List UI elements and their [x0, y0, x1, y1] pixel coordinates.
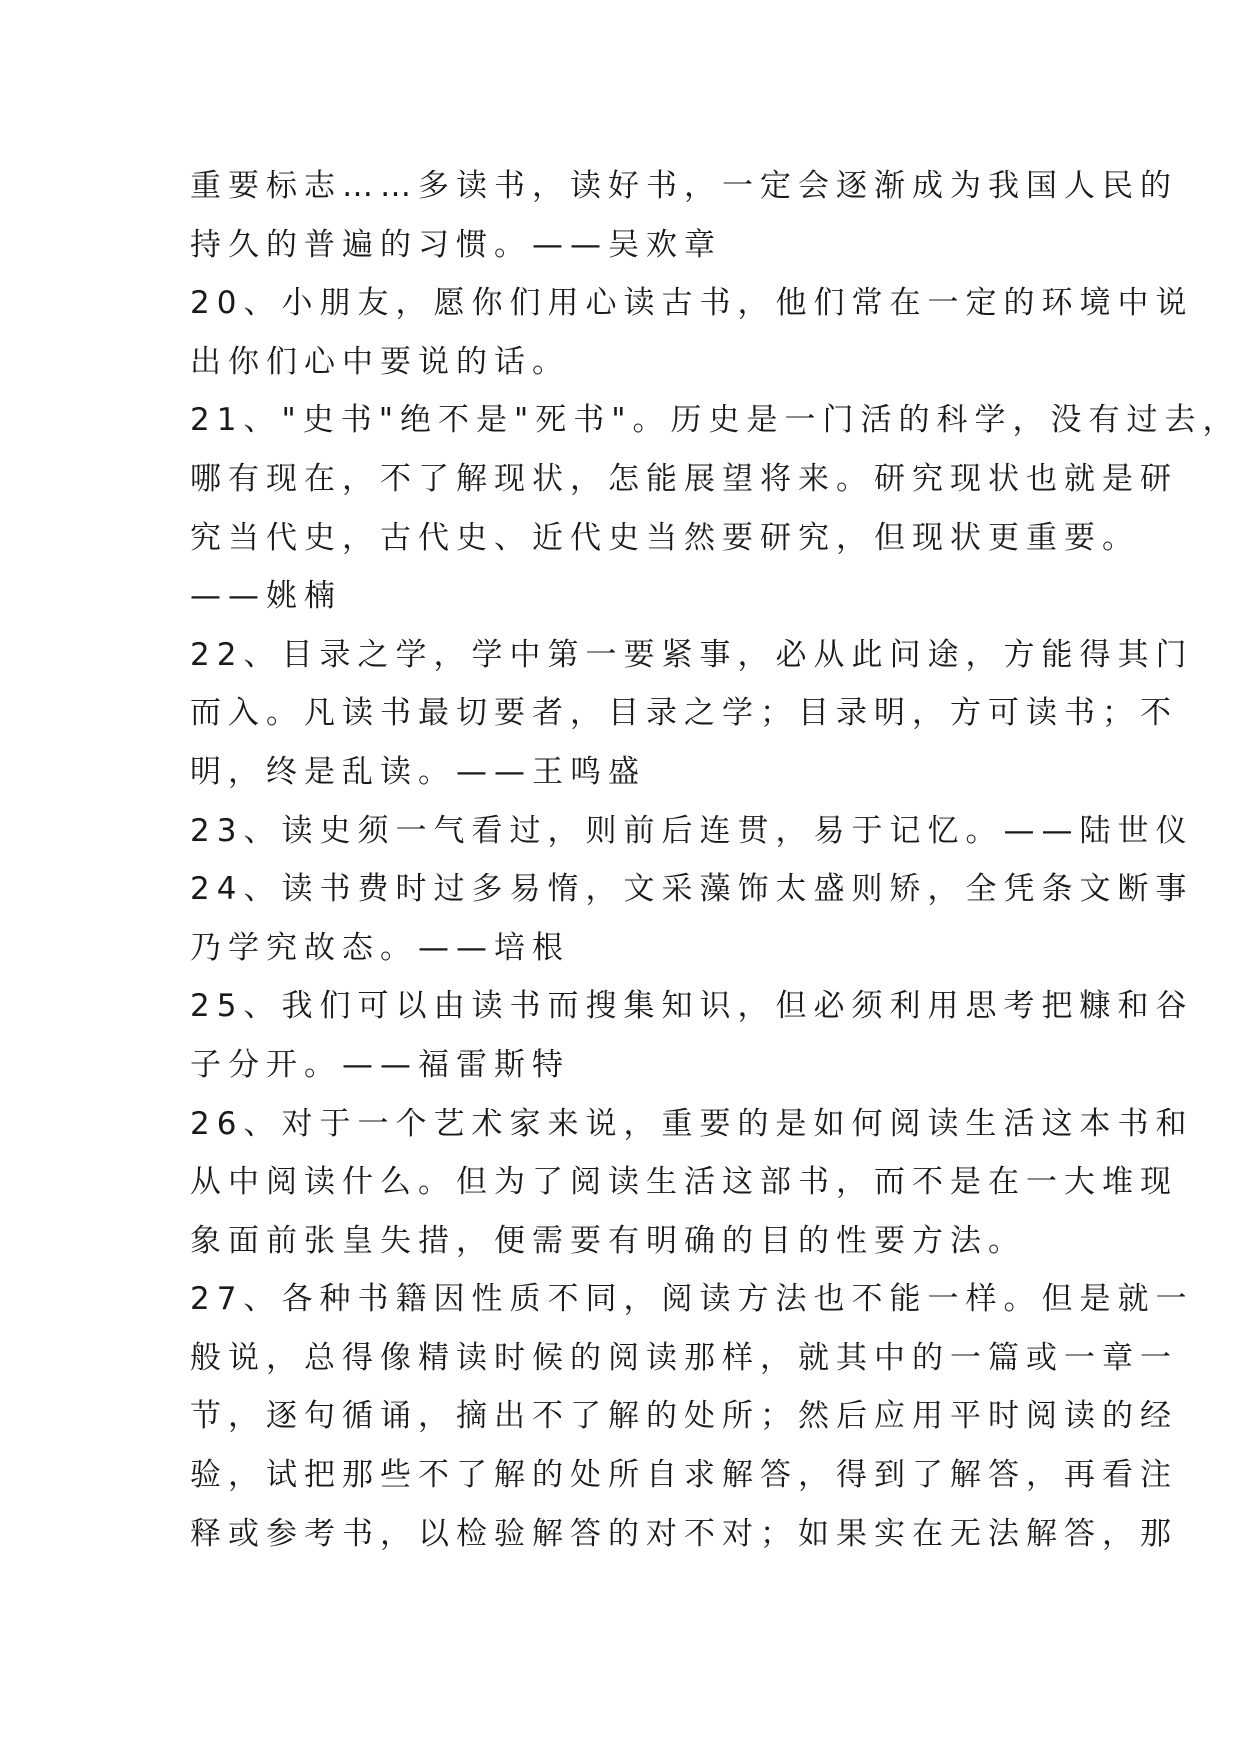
text-line: 从中阅读什么。但为了阅读生活这部书，而不是在一大堆现 — [190, 1164, 1178, 1201]
text-line: 明，终是乱读。——王鸣盛 — [190, 753, 646, 790]
text-line: 乃学究故态。——培根 — [190, 929, 570, 966]
text-line: 26、对于一个艺术家来说，重要的是如何阅读生活这本书和 — [190, 1105, 1194, 1142]
text-line: 持久的普遍的习惯。——吴欢章 — [190, 226, 722, 263]
text-line: 象面前张皇失措，便需要有明确的目的性要方法。 — [190, 1222, 1026, 1259]
text-line: 节，逐句循诵，摘出不了解的处所；然后应用平时阅读的经 — [190, 1398, 1178, 1435]
text-line: 25、我们可以由读书而搜集知识，但必须利用思考把糠和谷 — [190, 988, 1194, 1025]
text-line: 释或参考书，以检验解答的对不对；如果实在无法解答，那 — [190, 1515, 1178, 1552]
text-line: 24、读书费时过多易惰，文采藻饰太盛则矫，全凭条文断事 — [190, 871, 1194, 908]
text-line: 哪有现在，不了解现状，怎能展望将来。研究现状也就是研 — [190, 460, 1178, 497]
text-line: 子分开。——福雷斯特 — [190, 1046, 570, 1083]
text-line: 般说，总得像精读时候的阅读那样，就其中的一篇或一章一 — [190, 1339, 1178, 1376]
text-line: 27、各种书籍因性质不同，阅读方法也不能一样。但是就一 — [190, 1281, 1194, 1318]
text-line: 究当代史，古代史、近代史当然要研究，但现状更重要。 — [190, 519, 1140, 556]
text-line: 出你们心中要说的话。 — [190, 343, 570, 380]
text-line: 重要标志……多读书，读好书，一定会逐渐成为我国人民的 — [190, 168, 1178, 204]
text-line: 而入。凡读书最切要者，目录之学；目录明，方可读书；不 — [190, 695, 1178, 732]
text-line: 验，试把那些不了解的处所自求解答，得到了解答，再看注 — [190, 1457, 1178, 1494]
text-line: ——姚楠 — [190, 578, 342, 615]
text-line: 22、目录之学，学中第一要紧事，必从此问途，方能得其门 — [190, 636, 1194, 673]
text-line: 20、小朋友，愿你们用心读古书，他们常在一定的环境中说 — [190, 285, 1194, 322]
text-line: 21、"史书"绝不是"死书"。历史是一门活的科学，没有过去， — [190, 402, 1241, 439]
document-body — [190, 157, 1241, 1563]
text-line: 23、读史须一气看过，则前后连贯，易于记忆。——陆世仪 — [190, 812, 1194, 849]
